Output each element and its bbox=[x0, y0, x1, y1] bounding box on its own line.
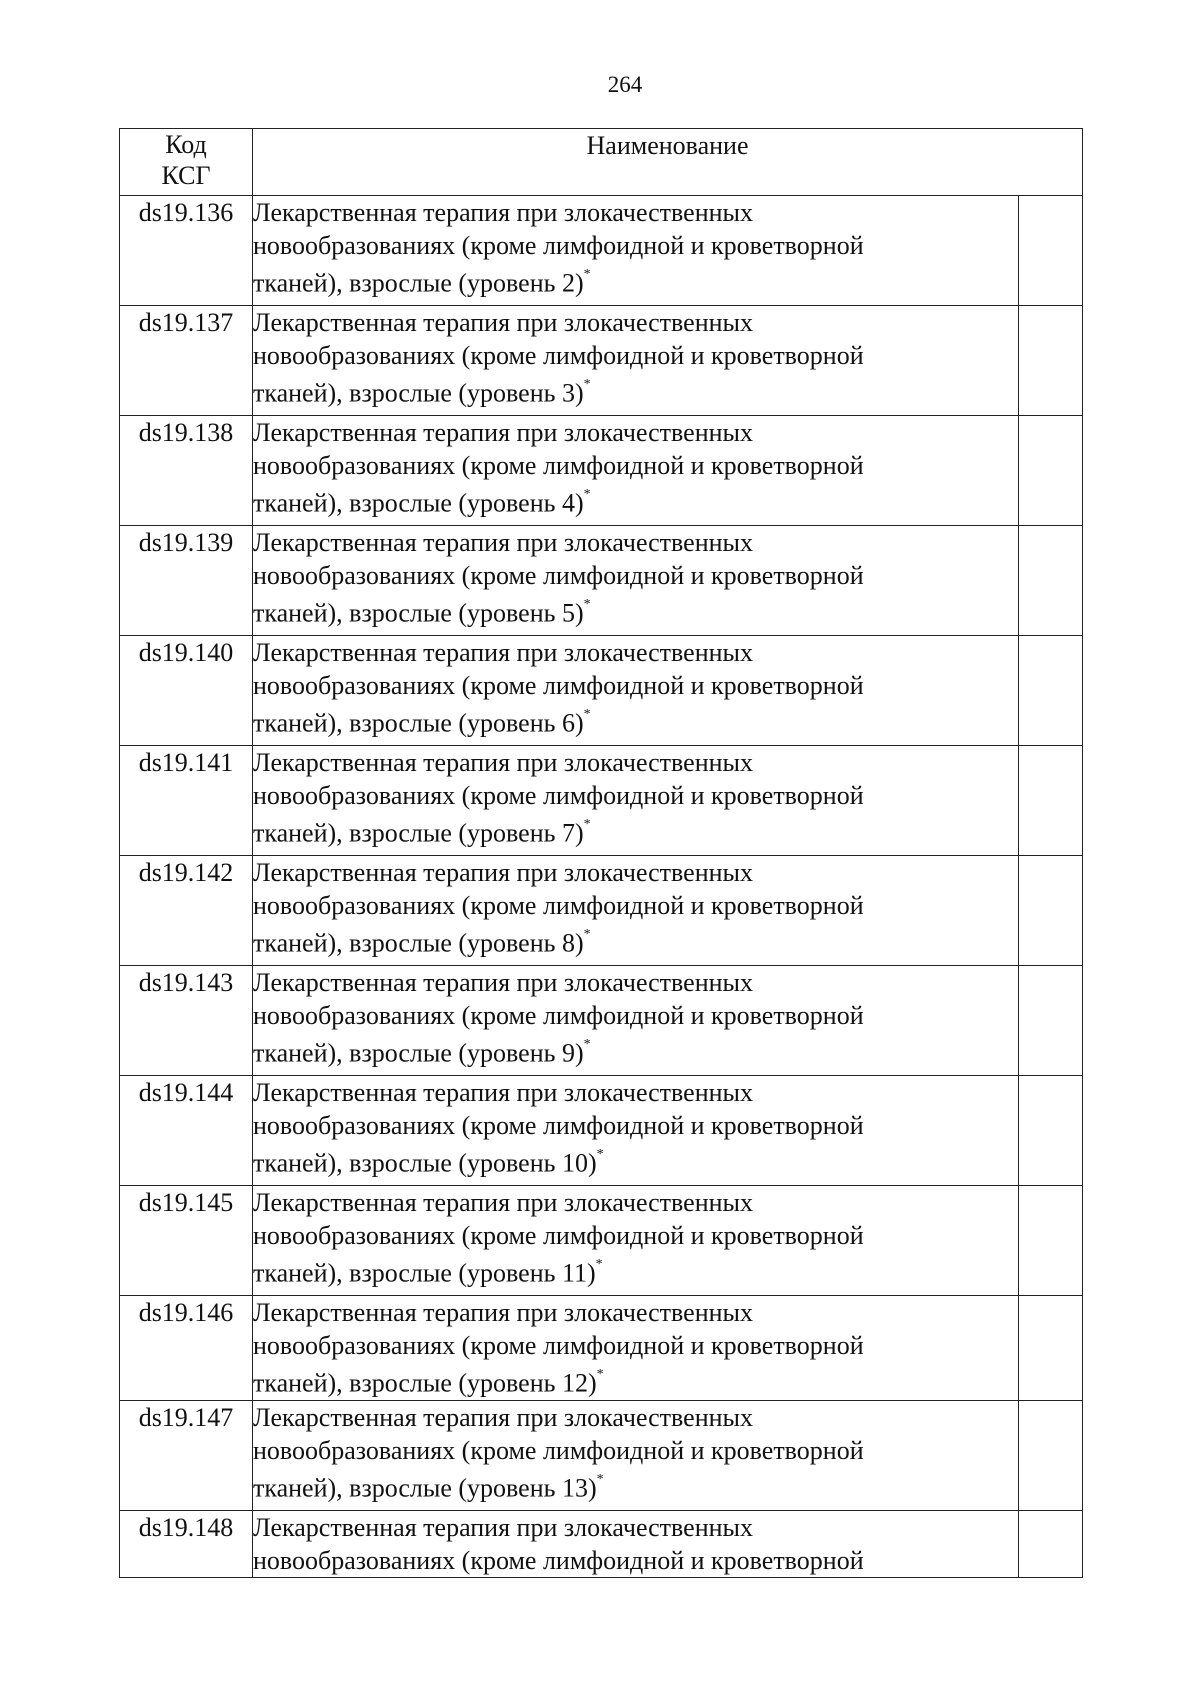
row-name-line: Лекарственная терапия при злокачественных bbox=[253, 1402, 753, 1432]
table-row bbox=[120, 1186, 1083, 1296]
table-row bbox=[120, 526, 1083, 636]
row-name-line bbox=[253, 1032, 1018, 1070]
row-name-line: Лекарственная терапия при злокачественных bbox=[253, 748, 753, 777]
row-name bbox=[253, 416, 1019, 526]
row-empty-cell bbox=[1019, 966, 1083, 1076]
table-row bbox=[120, 856, 1083, 966]
row-name bbox=[253, 1186, 1019, 1296]
page-number: 264 bbox=[607, 72, 643, 97]
header-code-line2: КСГ bbox=[161, 161, 211, 190]
row-code: ds19.141 bbox=[120, 746, 253, 856]
row-name-line: Лекарственная терапия при злокачественных bbox=[253, 1188, 753, 1217]
row-name bbox=[253, 306, 1019, 416]
row-name-line: новообразованиях (кроме лимфоидной и кроветворной bbox=[253, 1545, 864, 1575]
row-name-text: тканей), взрослые (уровень 9) bbox=[253, 1038, 584, 1068]
row-name-line bbox=[253, 1362, 1018, 1400]
row-name bbox=[253, 1296, 1019, 1401]
row-code: ds19.142 bbox=[120, 856, 253, 966]
row-code: ds19.137 bbox=[120, 306, 253, 416]
row-empty-cell bbox=[1019, 636, 1083, 746]
row-name-line: новообразованиях (кроме лимфоидной и кроветворной bbox=[253, 1331, 864, 1360]
row-name-text: тканей), взрослые (уровень 4) bbox=[253, 488, 584, 518]
table-row bbox=[120, 196, 1083, 306]
row-name-line bbox=[253, 702, 1018, 740]
row-name-line: Лекарственная терапия при злокачественных bbox=[253, 1078, 753, 1107]
row-name-line: новообразованиях (кроме лимфоидной и кроветворной bbox=[253, 1435, 864, 1465]
row-empty-cell bbox=[1019, 416, 1083, 526]
row-name-text: тканей), взрослые (уровень 7) bbox=[253, 818, 584, 848]
row-name-line: Лекарственная терапия при злокачественных bbox=[253, 1512, 753, 1542]
row-name-line bbox=[253, 482, 1018, 520]
row-code: ds19.143 bbox=[120, 966, 253, 1076]
row-name-line: новообразованиях (кроме лимфоидной и кроветворной bbox=[253, 1221, 864, 1250]
table-row bbox=[120, 1076, 1083, 1186]
row-name bbox=[253, 1510, 1019, 1577]
table-row bbox=[120, 1510, 1083, 1577]
row-name-text: тканей), взрослые (уровень 6) bbox=[253, 708, 584, 738]
table-row bbox=[120, 966, 1083, 1076]
row-name-text: тканей), взрослые (уровень 8) bbox=[253, 928, 584, 958]
footnote-mark: * bbox=[583, 487, 591, 502]
row-name-text: тканей), взрослые (уровень 11) bbox=[253, 1258, 596, 1288]
row-name-line: Лекарственная терапия при злокачественных bbox=[253, 858, 753, 887]
row-name-line: Лекарственная терапия при злокачественных bbox=[253, 418, 753, 447]
row-empty-cell bbox=[1019, 196, 1083, 306]
row-name-line bbox=[253, 372, 1018, 410]
row-empty-cell bbox=[1019, 746, 1083, 856]
row-empty-cell bbox=[1019, 1296, 1083, 1401]
row-name-line: новообразованиях (кроме лимфоидной и кроветворной bbox=[253, 341, 864, 370]
footnote-mark: * bbox=[583, 267, 591, 282]
row-name-line: Лекарственная терапия при злокачественных bbox=[253, 638, 753, 667]
row-code: ds19.139 bbox=[120, 526, 253, 636]
footnote-mark: * bbox=[583, 1037, 591, 1052]
row-code: ds19.140 bbox=[120, 636, 253, 746]
row-name bbox=[253, 196, 1019, 306]
row-name-line: новообразованиях (кроме лимфоидной и кроветворной bbox=[253, 781, 864, 810]
footnote-mark: * bbox=[583, 927, 591, 942]
row-name-line bbox=[253, 1142, 1018, 1180]
row-name-text: тканей), взрослые (уровень 3) bbox=[253, 378, 584, 408]
row-name-line: Лекарственная терапия при злокачественных bbox=[253, 968, 753, 997]
row-code: ds19.144 bbox=[120, 1076, 253, 1186]
row-name-text: тканей), взрослые (уровень 13) bbox=[253, 1473, 597, 1503]
row-name-line bbox=[253, 922, 1018, 960]
row-name-text: тканей), взрослые (уровень 12) bbox=[253, 1368, 597, 1398]
row-empty-cell bbox=[1019, 1400, 1083, 1510]
row-name bbox=[253, 856, 1019, 966]
footnote-mark: * bbox=[596, 1147, 604, 1162]
footnote-mark: * bbox=[596, 1367, 604, 1382]
row-name-line: новообразованиях (кроме лимфоидной и кроветворной bbox=[253, 1001, 864, 1030]
footnote-mark: * bbox=[583, 377, 591, 392]
row-name bbox=[253, 966, 1019, 1076]
table-row bbox=[120, 636, 1083, 746]
footnote-mark: * bbox=[583, 597, 591, 612]
row-empty-cell bbox=[1019, 856, 1083, 966]
header-code-line1: Код bbox=[165, 130, 207, 159]
row-name-line bbox=[253, 592, 1018, 630]
row-name-line: Лекарственная терапия при злокачественных bbox=[253, 308, 753, 337]
row-empty-cell bbox=[1019, 1510, 1083, 1577]
row-empty-cell bbox=[1019, 1076, 1083, 1186]
table-row bbox=[120, 306, 1083, 416]
row-code: ds19.147 bbox=[120, 1400, 253, 1510]
row-empty-cell bbox=[1019, 526, 1083, 636]
row-code: ds19.146 bbox=[120, 1296, 253, 1401]
row-empty-cell bbox=[1019, 1186, 1083, 1296]
row-name-line: новообразованиях (кроме лимфоидной и кроветворной bbox=[253, 451, 864, 480]
row-name-line bbox=[253, 262, 1018, 300]
table-row bbox=[120, 416, 1083, 526]
row-name bbox=[253, 526, 1019, 636]
header-name: Наименование bbox=[253, 129, 1083, 196]
row-name-line: новообразованиях (кроме лимфоидной и кроветворной bbox=[253, 671, 864, 700]
header-code bbox=[120, 129, 253, 196]
table-row bbox=[120, 1296, 1083, 1401]
row-code: ds19.148 bbox=[120, 1510, 253, 1577]
row-name bbox=[253, 746, 1019, 856]
footnote-mark: * bbox=[583, 707, 591, 722]
row-name-line: Лекарственная терапия при злокачественных bbox=[253, 198, 753, 227]
table-header-row bbox=[120, 129, 1083, 196]
row-name-line: новообразованиях (кроме лимфоидной и кроветворной bbox=[253, 891, 864, 920]
row-name-text: тканей), взрослые (уровень 10) bbox=[253, 1148, 597, 1178]
table-row bbox=[120, 746, 1083, 856]
row-name-line: новообразованиях (кроме лимфоидной и кроветворной bbox=[253, 561, 864, 590]
ksg-table bbox=[119, 128, 1083, 1578]
row-name-line bbox=[253, 812, 1018, 850]
footnote-mark: * bbox=[595, 1257, 603, 1272]
row-name-line: новообразованиях (кроме лимфоидной и кроветворной bbox=[253, 1111, 864, 1140]
row-name bbox=[253, 636, 1019, 746]
row-name bbox=[253, 1400, 1019, 1510]
row-name-line: Лекарственная терапия при злокачественных bbox=[253, 528, 753, 557]
row-name-line bbox=[253, 1252, 1018, 1290]
footnote-mark: * bbox=[596, 1471, 604, 1487]
row-name-text: тканей), взрослые (уровень 2) bbox=[253, 268, 584, 298]
row-name-line bbox=[253, 1467, 1018, 1505]
footnote-mark: * bbox=[583, 817, 591, 832]
table-row bbox=[120, 1400, 1083, 1510]
row-empty-cell bbox=[1019, 306, 1083, 416]
row-code: ds19.145 bbox=[120, 1186, 253, 1296]
row-name-line: Лекарственная терапия при злокачественных bbox=[253, 1298, 753, 1327]
row-code: ds19.138 bbox=[120, 416, 253, 526]
row-name-text: тканей), взрослые (уровень 5) bbox=[253, 598, 584, 628]
row-name bbox=[253, 1076, 1019, 1186]
row-name-line: новообразованиях (кроме лимфоидной и кроветворной bbox=[253, 231, 864, 260]
row-code: ds19.136 bbox=[120, 196, 253, 306]
